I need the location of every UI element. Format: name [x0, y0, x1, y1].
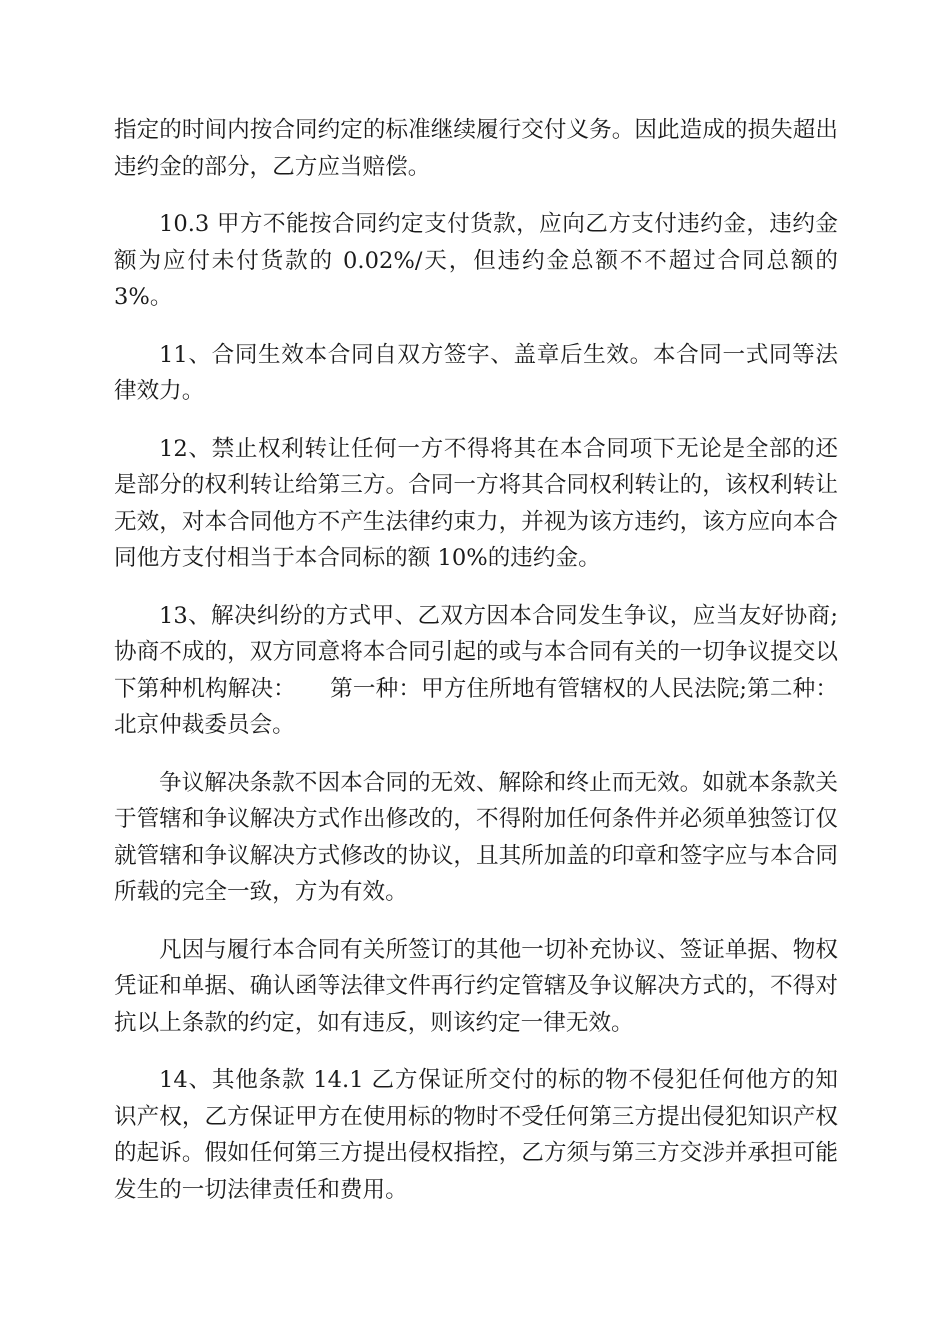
paragraph-dispute-clause: 争议解决条款不因本合同的无效、解除和终止而无效。如就本条款关于管辖和争议解决方式作出修改的，不得附加任何条件并必须单独签订仅就管辖和争议解决方式修改的协议，且其所加盖的印章和签字应与本合同所载的完全一致，方为有效。 — [114, 769, 838, 905]
document-body — [114, 112, 838, 1229]
paragraph-continuation: 指定的时间内按合同约定的标准继续履行交付义务。因此造成的损失超出违约金的部分，乙方应当赔偿。 — [114, 117, 838, 180]
paragraph-clause-12: 12、禁止权利转让任何一方不得将其在本合同项下无论是全部的还是部分的权利转让给第三方。合同一方将其合同权利转让的，该权利转让无效，对本合同他方不产生法律约束力，并视为该方违约，该方应向本合同他方支付相当于本合同标的额 10%的违约金。 — [114, 435, 838, 571]
paragraph-supplementary-agreements: 凡因与履行本合同有关所签订的其他一切补充协议、签证单据、物权凭证和单据、确认函等法律文件再行约定管辖及争议解决方式的，不得对抗以上条款的约定，如有违反，则该约定一律无效。 — [114, 936, 838, 1036]
paragraph-clause-10-3: 10.3 甲方不能按合同约定支付货款，应向乙方支付违约金，违约金额为应付未付货款的 0.02%/天，但违约金总额不不超过合同总额的 3%。 — [114, 211, 838, 310]
paragraph-clause-14: 14、其他条款 14.1 乙方保证所交付的标的物不侵犯任何他方的知识产权，乙方保证甲方在使用标的物时不受任何第三方提出侵犯知识产权的起诉。假如任何第三方提出侵权指控，乙方须与第三方交涉并承担可能发生的一切法律责任和费用。 — [114, 1067, 838, 1203]
paragraph-clause-11: 11、合同生效本合同自双方签字、盖章后生效。本合同一式同等法律效力。 — [114, 341, 838, 404]
paragraph-clause-13: 13、解决纠纷的方式甲、乙双方因本合同发生争议，应当友好协商;协商不成的，双方同意将本合同引起的或与本合同有关的一切争议提交以下第种机构解决： 第一种：甲方住所地有管辖权的人民法院;第二种：北京仲裁委员会。 — [114, 602, 838, 738]
